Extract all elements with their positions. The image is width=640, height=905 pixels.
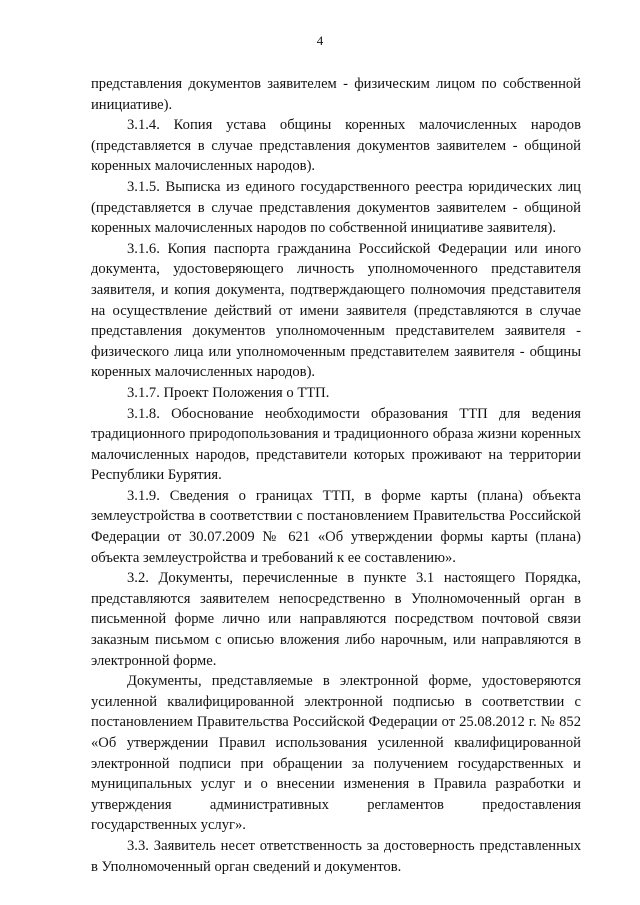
paragraph-3-2: 3.2. Документы, перечисленные в пункте 3.1 настоящего Порядка, представляются заявителем непосредственно в Уполномоченный орган в письменной форме лично или направляются посредством почтовой связи заказным письмом с описью вложения либо нарочным, или направляются в электронной форме. [91,570,581,669]
paragraph-3-1-7: 3.1.7. Проект Положения о ТТП. [127,384,330,401]
page-number: 4 [316,33,324,48]
paragraph-3-3: 3.3. Заявитель несет ответственность за достоверность представленных в Уполномоченный орган сведений и документов. [91,837,581,875]
paragraph-3-1-6: 3.1.6. Копия паспорта гражданина Российской Федерации или иного документа, удостоверяющего личность уполномоченного представителя заявителя, и копия документа, подтверждающего полномочия представителя на осуществление действий от имени заявителя (представляются в случае представления документов уполномоченным представителем заявителя - физического лица или уполномоченным представителем заявителя - общины коренных малочисленных народов). [91,240,581,381]
paragraph-electronic-docs: Документы, представляемые в электронной форме, удостоверяются усиленной квалифицированной электронной подписью в соответствии с постановлением Правительства Российской Федерации от 25.08.2012 г. № 852 «Об утверждении Правил использования усиленной квалифицированной электронной подписи при обращении за получением государственных и муниципальных услуг и о внесении изменения в Правила разработки и утверждения административных регламентов предоставления государственных услуг». [91,673,581,834]
paragraph-3-1-9: 3.1.9. Сведения о границах ТТП, в форме карты (плана) объекта землеустройства в соответствии с постановлением Правительства Российской Федерации от 30.07.2009 № 621 «Об утверждении формы карты (плана) объекта землеустройства и требований к ее составлению». [91,487,581,566]
document-body [91,74,581,877]
paragraph-3-1-4: 3.1.4. Копия устава общины коренных малочисленных народов (представляется в случае представления документов заявителем - общиной коренных малочисленных народов). [91,117,581,175]
paragraph-continuation: представления документов заявителем - физическим лицом по собственной инициативе). [91,76,581,113]
paragraph-3-1-5: 3.1.5. Выписка из единого государственного реестра юридических лиц (представляется в случае представления документов заявителем - общиной коренных малочисленных народов по собственной инициативе заявителя). [91,178,581,237]
paragraph-3-1-8: 3.1.8. Обоснование необходимости образования ТТП для ведения традиционного природопользования и традиционного образа жизни коренных малочисленных народов, представители которых проживают на территории Республики Бурятия. [91,405,581,484]
